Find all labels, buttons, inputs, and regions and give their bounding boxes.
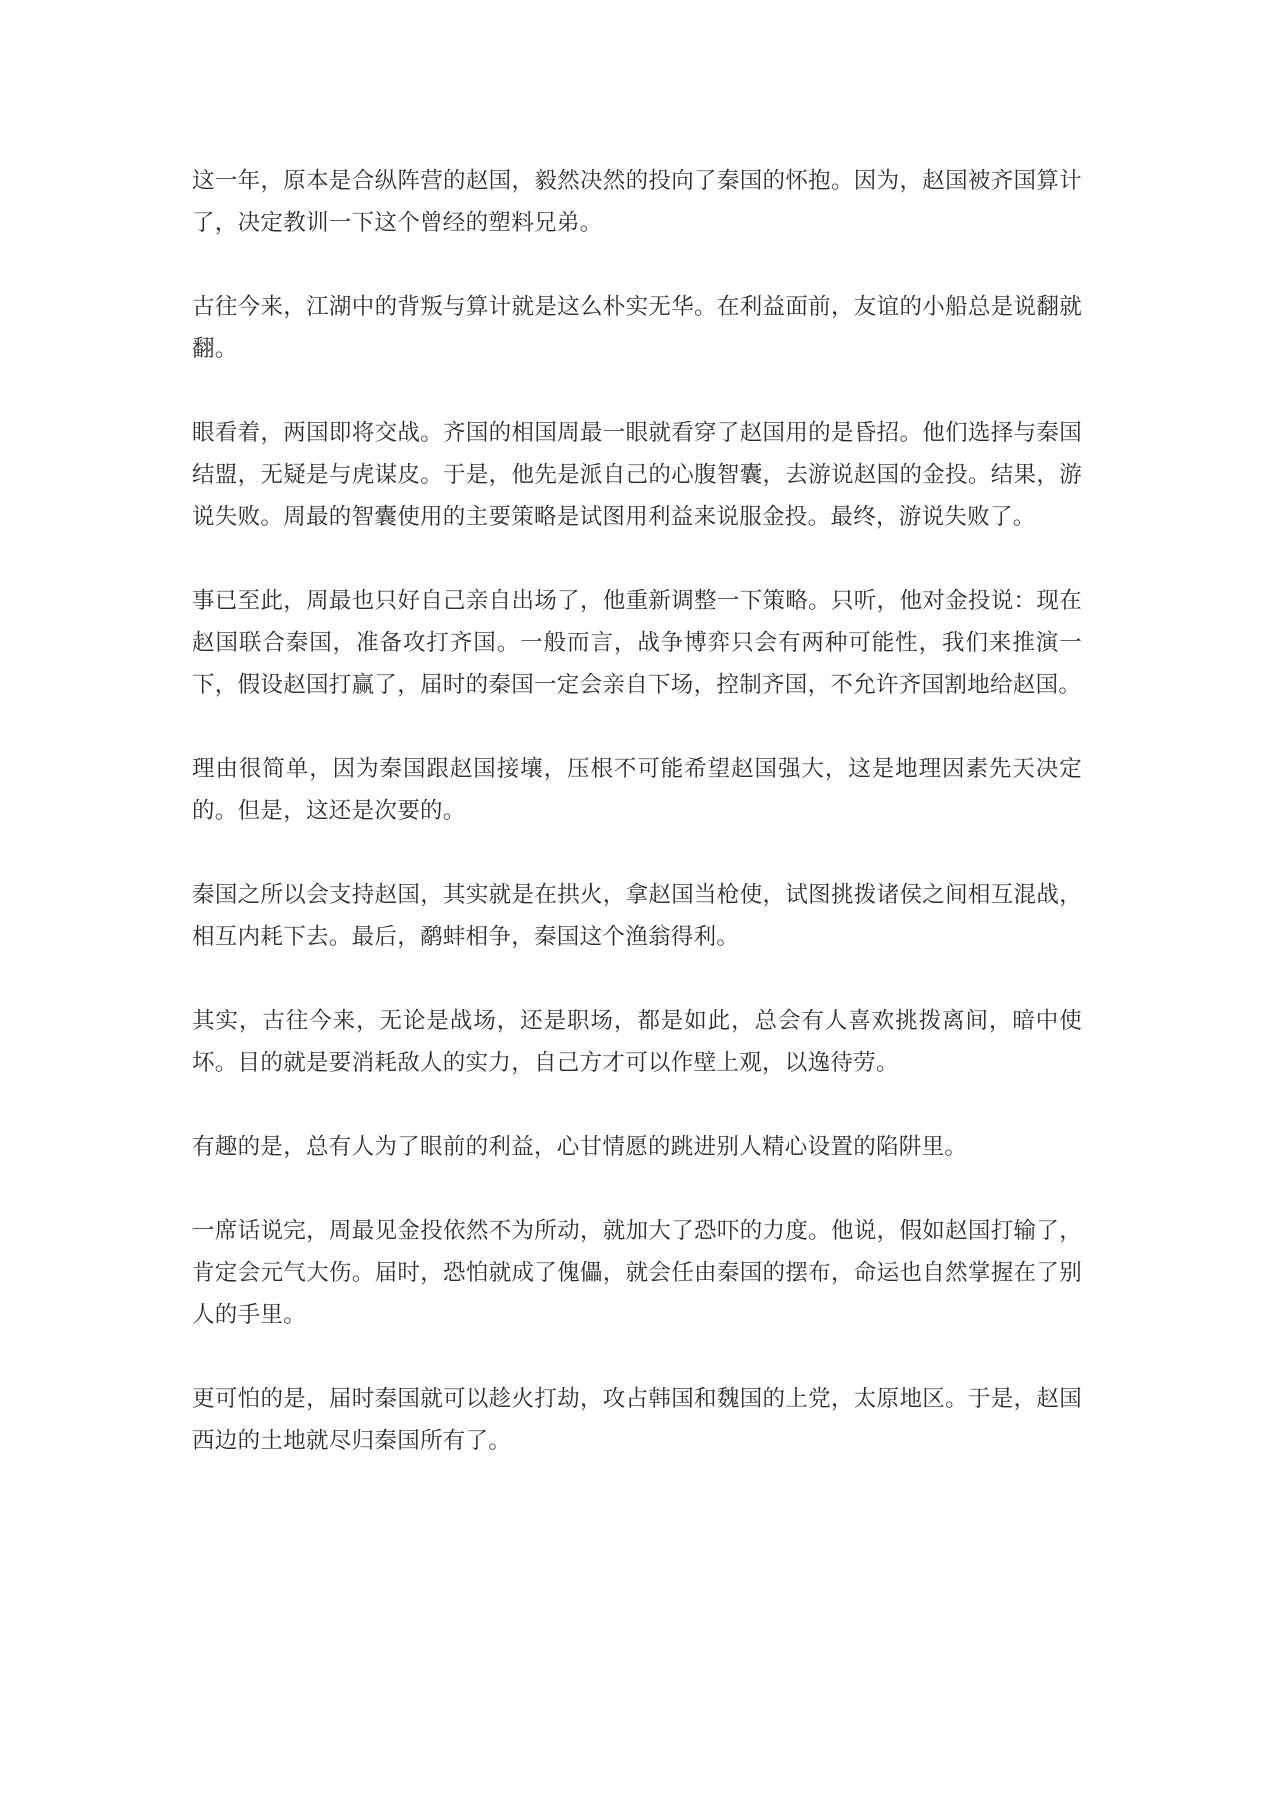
paragraph-4: 事已至此，周最也只好自己亲自出场了，他重新调整一下策略。只听，他对金投说：现在赵国联合秦国，准备攻打齐国。一般而言，战争博弈只会有两种可能性，我们来推演一下，假设赵国打赢了，届时的秦国一定会亲自下场，控制齐国，不允许齐国割地给赵国。 bbox=[192, 588, 1082, 698]
paragraph-3: 眼看着，两国即将交战。齐国的相国周最一眼就看穿了赵国用的是昏招。他们选择与秦国结盟，无疑是与虎谋皮。于是，他先是派自己的心腹智囊，去游说赵国的金投。结果，游说失败。周最的智囊使用的主要策略是试图用利益来说服金投。最终，游说失败了。 bbox=[192, 420, 1082, 530]
paragraph-1: 这一年，原本是合纵阵营的赵国，毅然决然的投向了秦国的怀抱。因为，赵国被齐国算计了，决定教训一下这个曾经的塑料兄弟。 bbox=[192, 168, 1082, 236]
article-body bbox=[192, 160, 1082, 1462]
paragraph-8: 有趣的是，总有人为了眼前的利益，心甘情愿的跳进别人精心设置的陷阱里。 bbox=[192, 1134, 968, 1160]
paragraph-2: 古往今来，江湖中的背叛与算计就是这么朴实无华。在利益面前，友谊的小船总是说翻就翻。 bbox=[192, 294, 1082, 362]
paragraph-6: 秦国之所以会支持赵国，其实就是在拱火，拿赵国当枪使，试图挑拨诸侯之间相互混战，相互内耗下去。最后，鹬蚌相争，秦国这个渔翁得利。 bbox=[192, 882, 1082, 950]
paragraph-7: 其实，古往今来，无论是战场，还是职场，都是如此，总会有人喜欢挑拨离间，暗中使坏。目的就是要消耗敌人的实力，自己方才可以作壁上观，以逸待劳。 bbox=[192, 1008, 1082, 1076]
paragraph-5: 理由很简单，因为秦国跟赵国接壤，压根不可能希望赵国强大，这是地理因素先天决定的。但是，这还是次要的。 bbox=[192, 756, 1082, 824]
paragraph-9: 一席话说完，周最见金投依然不为所动，就加大了恐吓的力度。他说，假如赵国打输了，肯定会元气大伤。届时，恐怕就成了傀儡，就会任由秦国的摆布，命运也自然掌握在了别人的手里。 bbox=[192, 1218, 1082, 1328]
paragraph-10: 更可怕的是，届时秦国就可以趁火打劫，攻占韩国和魏国的上党，太原地区。于是，赵国西边的土地就尽归秦国所有了。 bbox=[192, 1386, 1082, 1454]
